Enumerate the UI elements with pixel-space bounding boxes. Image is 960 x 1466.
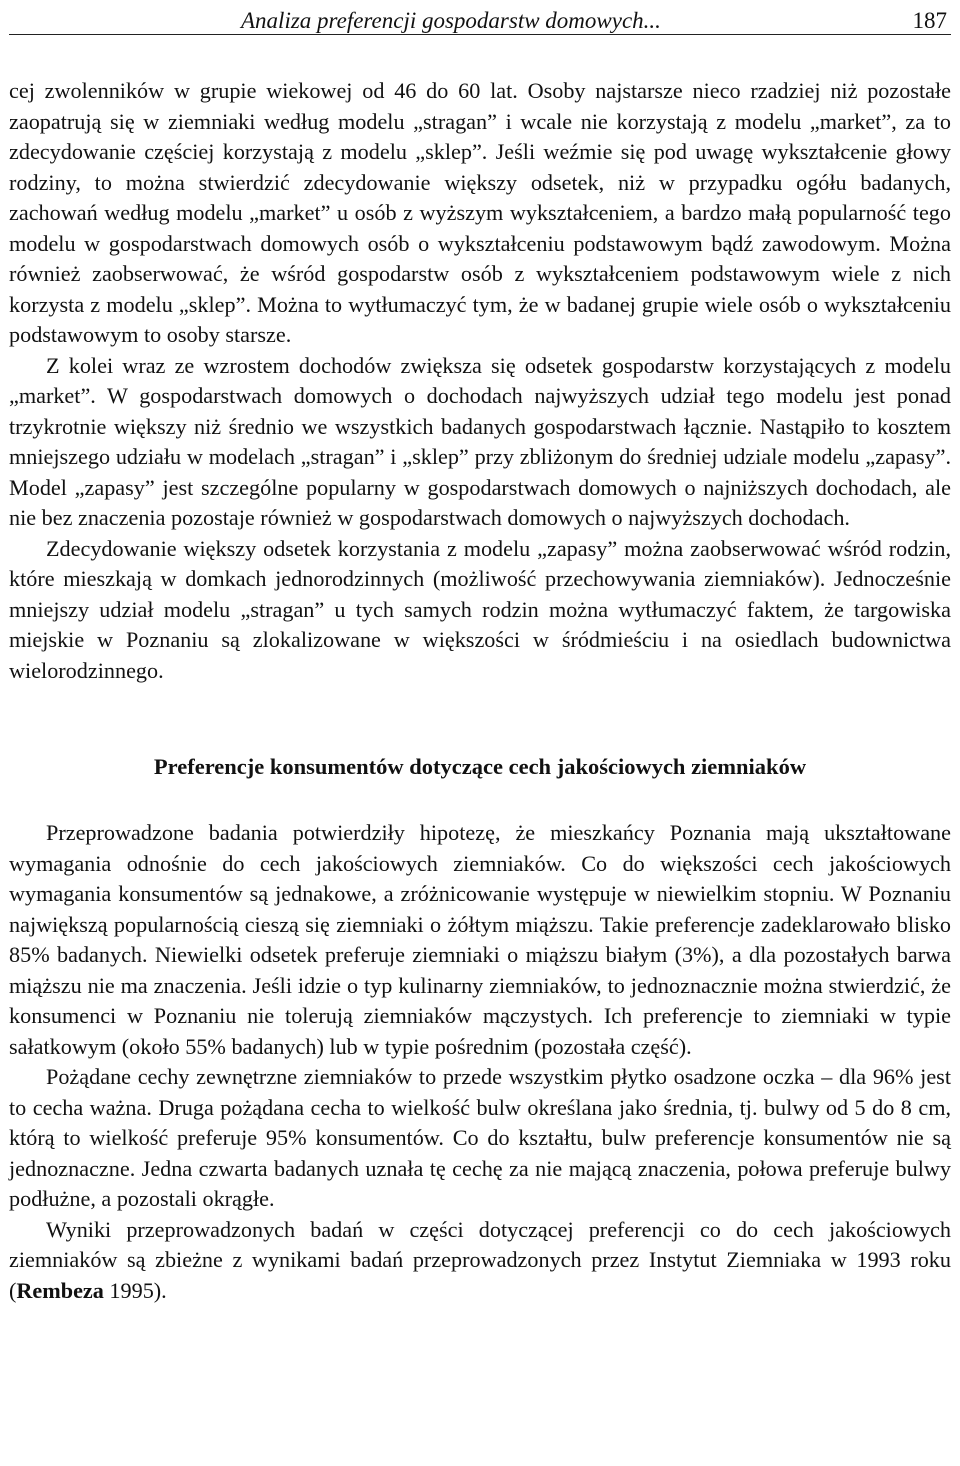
paragraph: cej zwolenników w grupie wiekowej od 46 do 60 lat. Osoby najstarsze nieco rzadziej niż pozostałe zaopatrują się w ziemniaki według modelu „stragan” i wcale nie korzystają z modelu „market”, za to zdecydowanie częściej korzystają z modelu „sklep”. Jeśli weźmie się pod uwagę wykształcenie głowy rodziny, to można stwierdzić zdecydowanie większy odsetek, niż w przypadku ogółu badanych, zachowań według modelu „market” u osób z wyższym wykształceniem, a bardzo małą popularność tego modelu w gospodarstwach domowych osób o wykształceniu podstawowym bądź zawodowym. Można również zaobserwować, że wśród gospodarstw osób z wykształceniem podstawowym wiele z nich korzysta z modelu „sklep”. Można to wytłumaczyć tym, że w badanej grupie wiele osób o wykształceniu podstawowym to osoby starsze. — [9, 78, 951, 347]
paragraph: Zdecydowanie większy odsetek korzystania z modelu „zapasy” można zaobserwować wśród rodzin, które mieszkają w domkach jednorodzinnych (możliwość przechowywania ziemniaków). Jednocześnie mniejszy udział modelu „stragan” u tych samych rodzin można wytłumaczyć faktem, że targowiska miejskie w Poznaniu są zlokalizowane w większości w śródmieściu i na osiedlach budownictwa wielorodzinnego. — [9, 535, 951, 683]
paragraph: Z kolei wraz ze wzrostem dochodów zwiększa się odsetek gospodarstw korzystających z modelu „market”. W gospodarstwach domowych o dochodach najwyższych udział tego modelu jest ponad trzykrotnie większy niż średnio we wszystkich badanych gospodarstwach łącznie. Nastąpiło to kosztem mniejszego udziału w modelach „stragan” i „sklep” przy zbliżonym do średniej udziale modelu „zapasy”. Model „zapasy” jest szczególne popularny w gospodarstwach domowych o najniższych dochodach, ale nie bez znaczenia pozostaje również w gospodarstwach domowych o najwyższych dochodach. — [9, 352, 951, 530]
paragraph: Pożądane cechy zewnętrzne ziemniaków to przede wszystkim płytko osadzone oczka – dla 96% jest to cecha ważna. Druga pożądana cecha to wielkość bulw określana jako średnia, tj. bulwy od 5 do 8 cm, którą to wielkość preferuje 95% konsumentów. Co do kształtu, bulw preferencje konsumentów nie są jednoznaczne. Jedna czwarta badanych uznała tę cechę za nie mającą znaczenia, połowa preferuje bulwy podłużne, a pozostali okrągłe. — [9, 1064, 951, 1211]
paragraph: Przeprowadzone badania potwierdziły hipotezę, że mieszkańcy Poznania mają ukształtowane wymagania odnośnie do cech jakościowych ziemniaków. Co do większości cech jakościowych wymagania konsumentów są jednakowe, a zróżnicowanie występuje w niewielkim stopniu. W Poznaniu największą popularnością cieszą się ziemniaki o żółtym miąższu. Takie preferencje zadeklarowało blisko 85% badanych. Niewielki odsetek preferuje ziemniaki o miąższu białym (3%), a dla pozostałych barwa miąższu nie ma znaczenia. Jeśli idzie o typ kulinarny ziemniaków, to jednoznacznie można stwierdzić, że konsumenci w Poznaniu nie tolerują ziemniaków mączystych. Ich preferencje to ziemniaki w typie sałatkowym (około 55% badanych) lub w typie pośrednim (pozostała część). — [9, 820, 951, 1059]
paragraph-text: 1995). — [103, 1277, 167, 1303]
paragraph-text: Wyniki przeprowadzonych badań w części dotyczącej preferencji co do cech jakościowych ziemniaków są zbieżne z wynikami badań przeprowadzonych przez Instytut Ziemniaka w 1993 roku ( — [9, 1216, 951, 1303]
running-header — [9, 0, 951, 35]
running-title: Analiza preferencji gospodarstw domowych... — [241, 8, 661, 33]
citation-author: Rembeza — [16, 1277, 104, 1303]
page-number: 187 — [912, 8, 947, 33]
paragraph — [9, 1215, 951, 1307]
section-heading: Preferencje konsumentów dotyczące cech jakościowych ziemniaków — [153, 754, 807, 779]
page-body — [9, 76, 951, 1306]
